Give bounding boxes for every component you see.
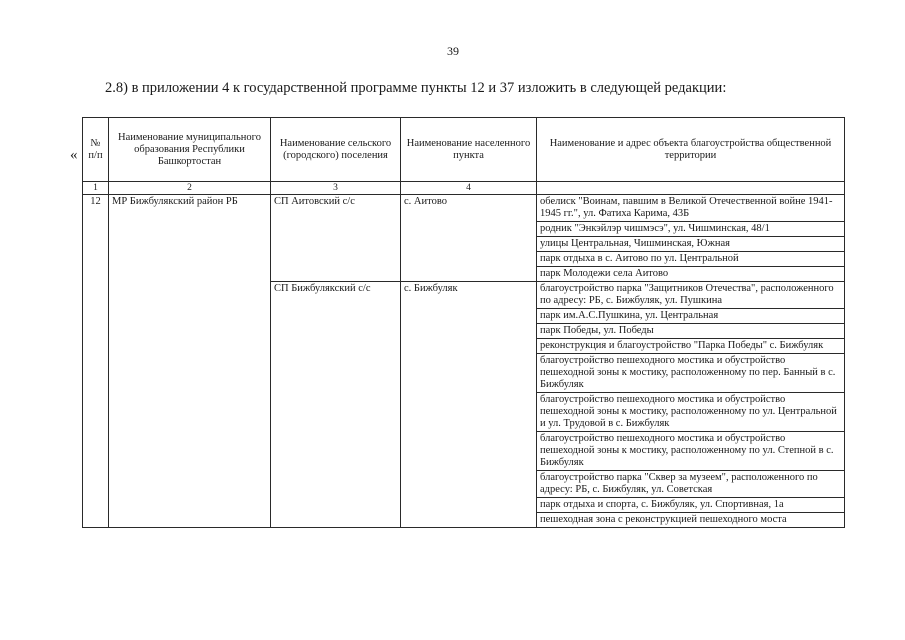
item-number: 12 bbox=[83, 195, 109, 528]
column-number-empty bbox=[537, 182, 845, 195]
column-number: 1 bbox=[83, 182, 109, 195]
header-number: № п/п bbox=[83, 118, 109, 182]
column-number: 3 bbox=[271, 182, 401, 195]
object-cell: благоустройство пешеходного мостика и обустройство пешеходной зоны к мостику, расположенному по пер. Банный в с. Бижбуляк bbox=[537, 354, 845, 393]
object-cell: пешеходная зона с реконструкцией пешеходного моста bbox=[537, 513, 845, 528]
column-number: 4 bbox=[401, 182, 537, 195]
municipality-cell: МР Бижбулякский район РБ bbox=[109, 195, 271, 528]
settlement-cell: СП Бижбулякский с/с bbox=[271, 282, 401, 528]
locality-cell: с. Бижбуляк bbox=[401, 282, 537, 528]
object-cell: благоустройство парка "Защитников Отечества", расположенного по адресу: РБ, с. Бижбуляк, ул. Пушкина bbox=[537, 282, 845, 309]
object-cell: парк Победы, ул. Победы bbox=[537, 324, 845, 339]
settlement-cell: СП Аитовский с/с bbox=[271, 195, 401, 282]
opening-quote-mark: « bbox=[70, 147, 78, 163]
table-row bbox=[83, 195, 845, 222]
object-cell: улицы Центральная, Чишминская, Южная bbox=[537, 237, 845, 252]
object-cell: родник "Энкэйлэр чишмэсэ", ул. Чишминская, 48/1 bbox=[537, 222, 845, 237]
page-number: 39 bbox=[447, 44, 459, 58]
object-cell: парк Молодежи села Аитово bbox=[537, 267, 845, 282]
object-cell: парк отдыха в с. Аитово по ул. Центральной bbox=[537, 252, 845, 267]
table-header-row bbox=[83, 118, 845, 182]
object-cell: реконструкция и благоустройство "Парка Победы" с. Бижбуляк bbox=[537, 339, 845, 354]
header-object: Наименование и адрес объекта благоустройства общественной территории bbox=[537, 118, 845, 182]
header-settlement: Наименование сельского (городского) поселения bbox=[271, 118, 401, 182]
locality-cell: с. Аитово bbox=[401, 195, 537, 282]
object-cell: благоустройство пешеходного мостика и обустройство пешеходной зоны к мостику, расположенному по ул. Центральной и ул. Трудовой в с. Бижбуляк bbox=[537, 393, 845, 432]
column-number: 2 bbox=[109, 182, 271, 195]
improvement-objects-table bbox=[82, 117, 845, 528]
object-cell: благоустройство пешеходного мостика и обустройство пешеходной зоны к мостику, расположенному по ул. Степной в с. Бижбуляк bbox=[537, 432, 845, 471]
object-cell: обелиск "Воинам, павшим в Великой Отечественной войне 1941-1945 гг.", ул. Фатиха Карима, 43Б bbox=[537, 195, 845, 222]
header-municipality: Наименование муниципального образования Республики Башкортостан bbox=[109, 118, 271, 182]
header-locality: Наименование населенного пункта bbox=[401, 118, 537, 182]
object-cell: благоустройство парка "Сквер за музеем", расположенного по адресу: РБ, с. Бижбуляк, ул. Советская bbox=[537, 471, 845, 498]
column-number-row bbox=[83, 182, 845, 195]
object-cell: парк отдыха и спорта, с. Бижбуляк, ул. Спортивная, 1а bbox=[537, 498, 845, 513]
object-cell: парк им.А.С.Пушкина, ул. Центральная bbox=[537, 309, 845, 324]
amendment-intro-text: 2.8) в приложении 4 к государственной программе пункты 12 и 37 изложить в следующей редакции: bbox=[105, 80, 727, 96]
